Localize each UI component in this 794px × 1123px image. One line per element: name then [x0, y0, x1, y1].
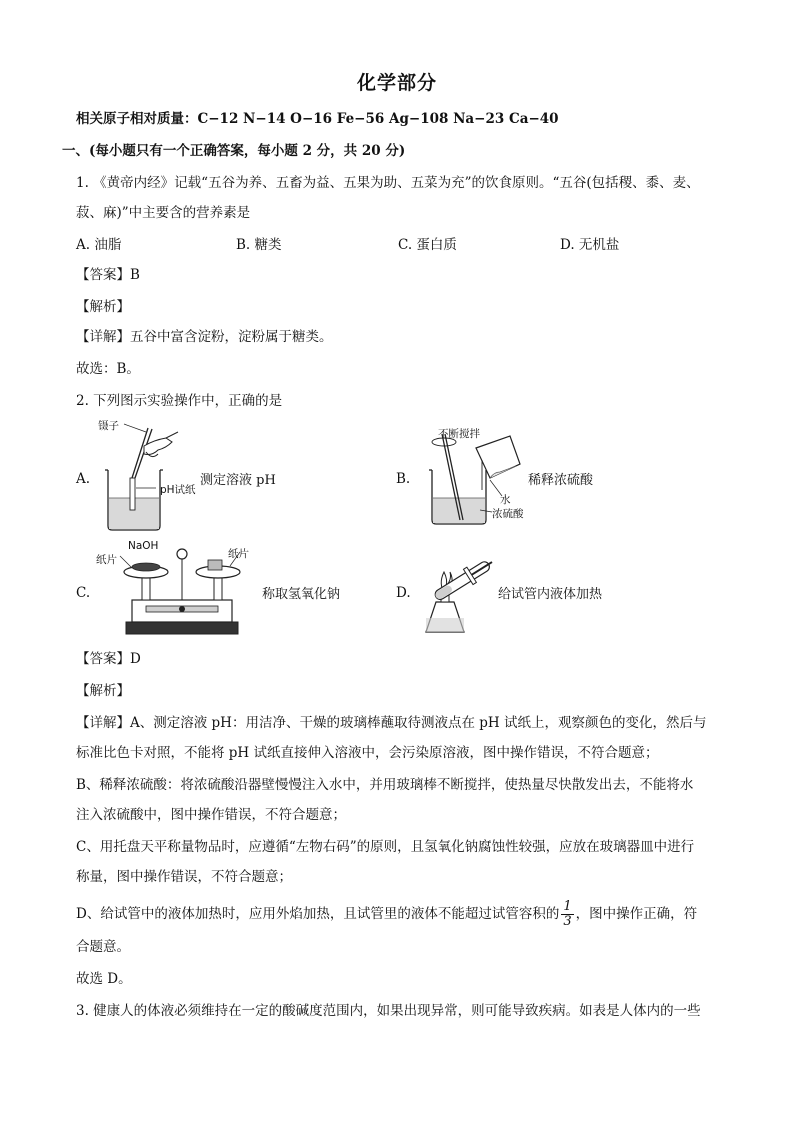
q2-figa-label-tweezers: 镊子	[98, 420, 119, 432]
q1-analysis-label: 【解析】	[76, 299, 130, 315]
q2-figc-caption: 称取氢氧化钠	[262, 587, 341, 602]
q2-figa-diagram	[96, 418, 206, 533]
q2-figb-label-water: 水	[500, 494, 511, 506]
q2-detail-a-line2: 标准比色卡对照，不能将 pH 试纸直接伸入溶液中，会污染原溶液，图中操作错误，不符合题意；	[76, 745, 659, 761]
q2-figb-caption: 稀释浓硫酸	[528, 473, 594, 488]
q2-figb-label-acid: 浓硫酸	[492, 508, 524, 520]
section-heading: 一、(每小题只有一个正确答案，每小题 2 分，共 20 分)	[62, 143, 406, 159]
q2-detail-d-text-a: D、给试管中的液体加热时，应用外焰加热，且试管里的液体不能超过试管容积的	[76, 906, 560, 922]
q1-detail: 【详解】五谷中富含淀粉，淀粉属于糖类。	[76, 329, 333, 345]
q2-analysis-label: 【解析】	[76, 683, 130, 699]
fraction-numerator: 1	[563, 899, 572, 914]
fraction-denominator: 3	[563, 914, 572, 929]
q1-option-d: D. 无机盐	[560, 237, 620, 253]
q2-detail-d-text-b: ，图中操作正确，符	[575, 906, 698, 922]
q2-figc-label-naoh: NaOH	[128, 540, 159, 552]
q2-stem: 2. 下列图示实验操作中，正确的是	[76, 393, 283, 409]
q2-figc-letter: C.	[76, 585, 91, 601]
q1-stem-line1: 1. 《黄帝内经》记载“五谷为养、五畜为益、五果为助、五菜为充”的饮食原则。“五谷(包括稷、黍、麦、	[76, 175, 700, 191]
q2-detail-c-line2: 称量，图中操作错误，不符合题意；	[76, 869, 292, 885]
q2-figd-letter: D.	[396, 585, 411, 601]
q2-figb-label-stir: 不断搅拌	[438, 428, 480, 440]
q2-figa-letter: A.	[76, 471, 91, 487]
q2-detail-b-line2: 注入浓硫酸中，图中操作错误，不符合题意；	[76, 807, 346, 823]
q1-stem-line2: 菽、麻)”中主要含的营养素是	[76, 205, 251, 221]
q2-answer: 【答案】D	[76, 651, 141, 667]
q2-figc-label-paper-left: 纸片	[96, 554, 117, 566]
q3-stem-line1: 3. 健康人的体液必须维持在一定的酸碱度范围内，如果出现异常，则可能导致疾病。如表是人体内的一些	[76, 1003, 701, 1019]
one-third-fraction	[561, 900, 573, 929]
q2-figd-caption: 给试管内液体加热	[498, 587, 603, 602]
q2-detail-b-line1: B、稀释浓硫酸：将浓硫酸沿器壁慢慢注入水中，并用玻璃棒不断搅拌，使热量尽快散发出去，不能将水	[76, 777, 694, 793]
q2-figd-diagram	[412, 542, 502, 638]
q1-option-b: B. 糖类	[236, 237, 282, 253]
q2-detail-a-line1: 【详解】A、测定溶液 pH：用洁净、干燥的玻璃棒蘸取待测液点在 pH 试纸上，观察颜色的变化，然后与	[76, 715, 707, 731]
q2-figa-caption: 测定溶液 pH	[200, 473, 276, 488]
q2-figc-label-paper-right: 纸片	[228, 548, 249, 560]
q2-detail-c-line1: C、用托盘天平称量物品时，应遵循“左物右码”的原则，且氢氧化钠腐蚀性较强，应放在玻璃器皿中进行	[76, 839, 695, 855]
q1-answer: 【答案】B	[76, 267, 140, 283]
q1-choose: 故选：B。	[76, 361, 140, 377]
q2-choose: 故选 D。	[76, 971, 132, 987]
q2-figb-letter: B.	[396, 471, 411, 487]
q2-detail-d-line2: 合题意。	[76, 939, 130, 955]
page-title: 化学部分	[356, 72, 437, 94]
q1-option-a: A. 油脂	[76, 237, 122, 253]
q2-detail-d-line1	[76, 900, 697, 929]
atomic-masses-line: 相关原子相对质量：C−12 N−14 O−16 Fe−56 Ag−108 Na−23 Ca−40	[76, 111, 559, 127]
q2-figa-label-paper: pH试纸	[160, 484, 196, 496]
q1-option-c: C. 蛋白质	[398, 237, 457, 253]
